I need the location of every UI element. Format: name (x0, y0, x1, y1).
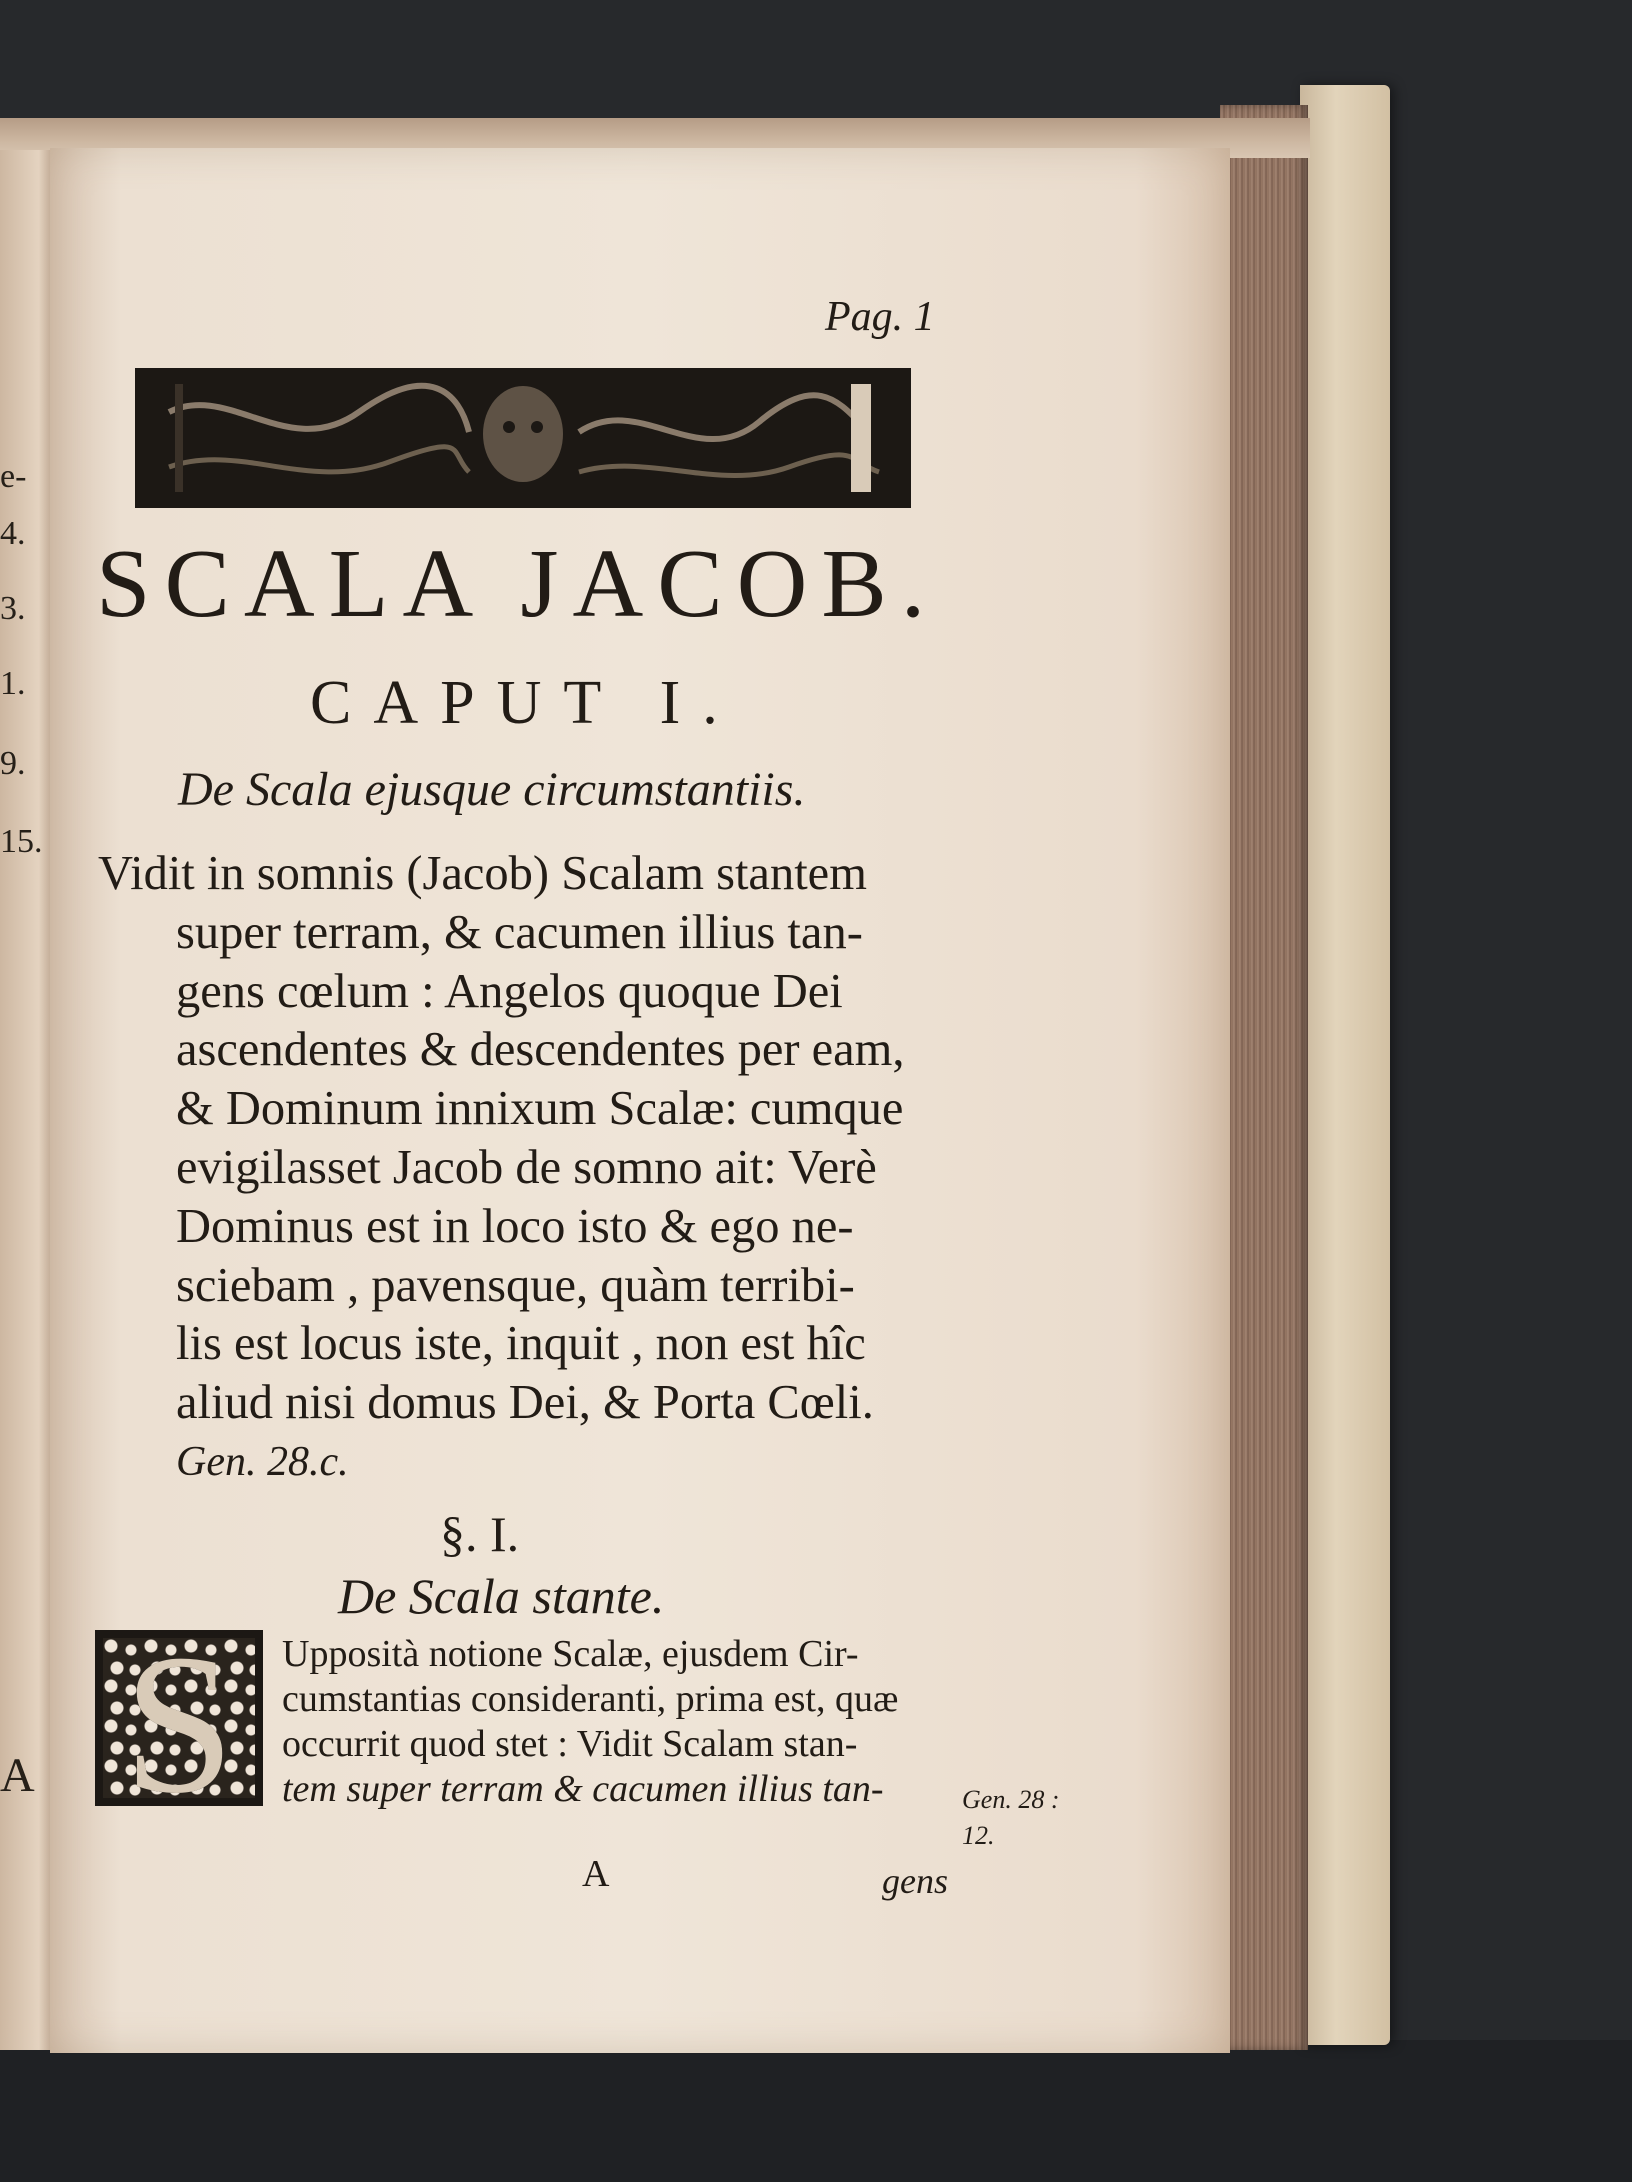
paragraph-1 (98, 845, 958, 1492)
book-cover-edge (1300, 85, 1390, 2045)
initial-letter: S (123, 1630, 235, 1806)
section-mark: §. I. (440, 1506, 520, 1562)
paragraph-2 (282, 1632, 962, 1812)
text-line: Vidit in somnis (Jacob) Scalam stantem (98, 847, 867, 900)
header-ornament (135, 368, 911, 508)
decorated-initial (95, 1630, 263, 1806)
text-line: tem super terram & cacumen illius tan- (282, 1768, 884, 1810)
text-line: Upposità notione Scalæ, ejusdem Cir- (282, 1633, 859, 1675)
text-line: gens cœlum : Angelos quoque Dei (176, 964, 843, 1018)
left-page-strip (0, 150, 55, 2050)
text-line: super terram, & cacumen illius tan- (176, 905, 863, 959)
text-line: cumstantias consideranti, prima est, quæ (282, 1678, 899, 1720)
text-line: aliud nisi domus Dei, & Porta Cœli. (176, 1376, 874, 1430)
ornament-engraving (139, 372, 907, 504)
text-line: & Dominum innixum Scalæ: cumque (176, 1082, 904, 1136)
text-line: Dominus est in loco isto & ego ne- (176, 1199, 854, 1253)
text-line: lis est locus iste, inquit , non est hîc (176, 1317, 866, 1371)
citation: Gen. 28.c. (176, 1438, 349, 1485)
table-surface (0, 2040, 1632, 2182)
left-fragment: 1. (0, 665, 26, 702)
chapter-heading: CAPUT I. (310, 669, 740, 737)
book-page-edges (1220, 105, 1308, 2050)
chapter-subtitle: De Scala ejusque circumstantiis. (178, 763, 806, 816)
left-fragment: e- (0, 458, 27, 495)
page-number: Pag. 1 (825, 294, 935, 340)
section-title: De Scala stante. (338, 1568, 665, 1624)
text-line: evigilasset Jacob de somno ait: Verè (176, 1140, 877, 1194)
signature-mark: A (582, 1853, 610, 1895)
catchword: gens (882, 1861, 948, 1901)
margin-note (962, 1782, 1059, 1854)
margin-note-line: Gen. 28 : (962, 1785, 1060, 1814)
left-fragment: A (0, 1749, 35, 1802)
margin-note-line: 12. (962, 1821, 995, 1850)
left-fragment: 4. (0, 515, 26, 552)
text-line: sciebam , pavensque, quàm terribi- (176, 1258, 855, 1312)
left-fragment: 15. (0, 823, 43, 860)
text-line: ascendentes & descendentes per eam, (176, 1023, 905, 1077)
page-title: SCALA JACOB. (96, 530, 940, 638)
text-line: occurrit quod stet : Vidit Scalam stan- (282, 1723, 858, 1765)
left-fragment: 9. (0, 745, 26, 782)
left-fragment: 3. (0, 590, 26, 627)
